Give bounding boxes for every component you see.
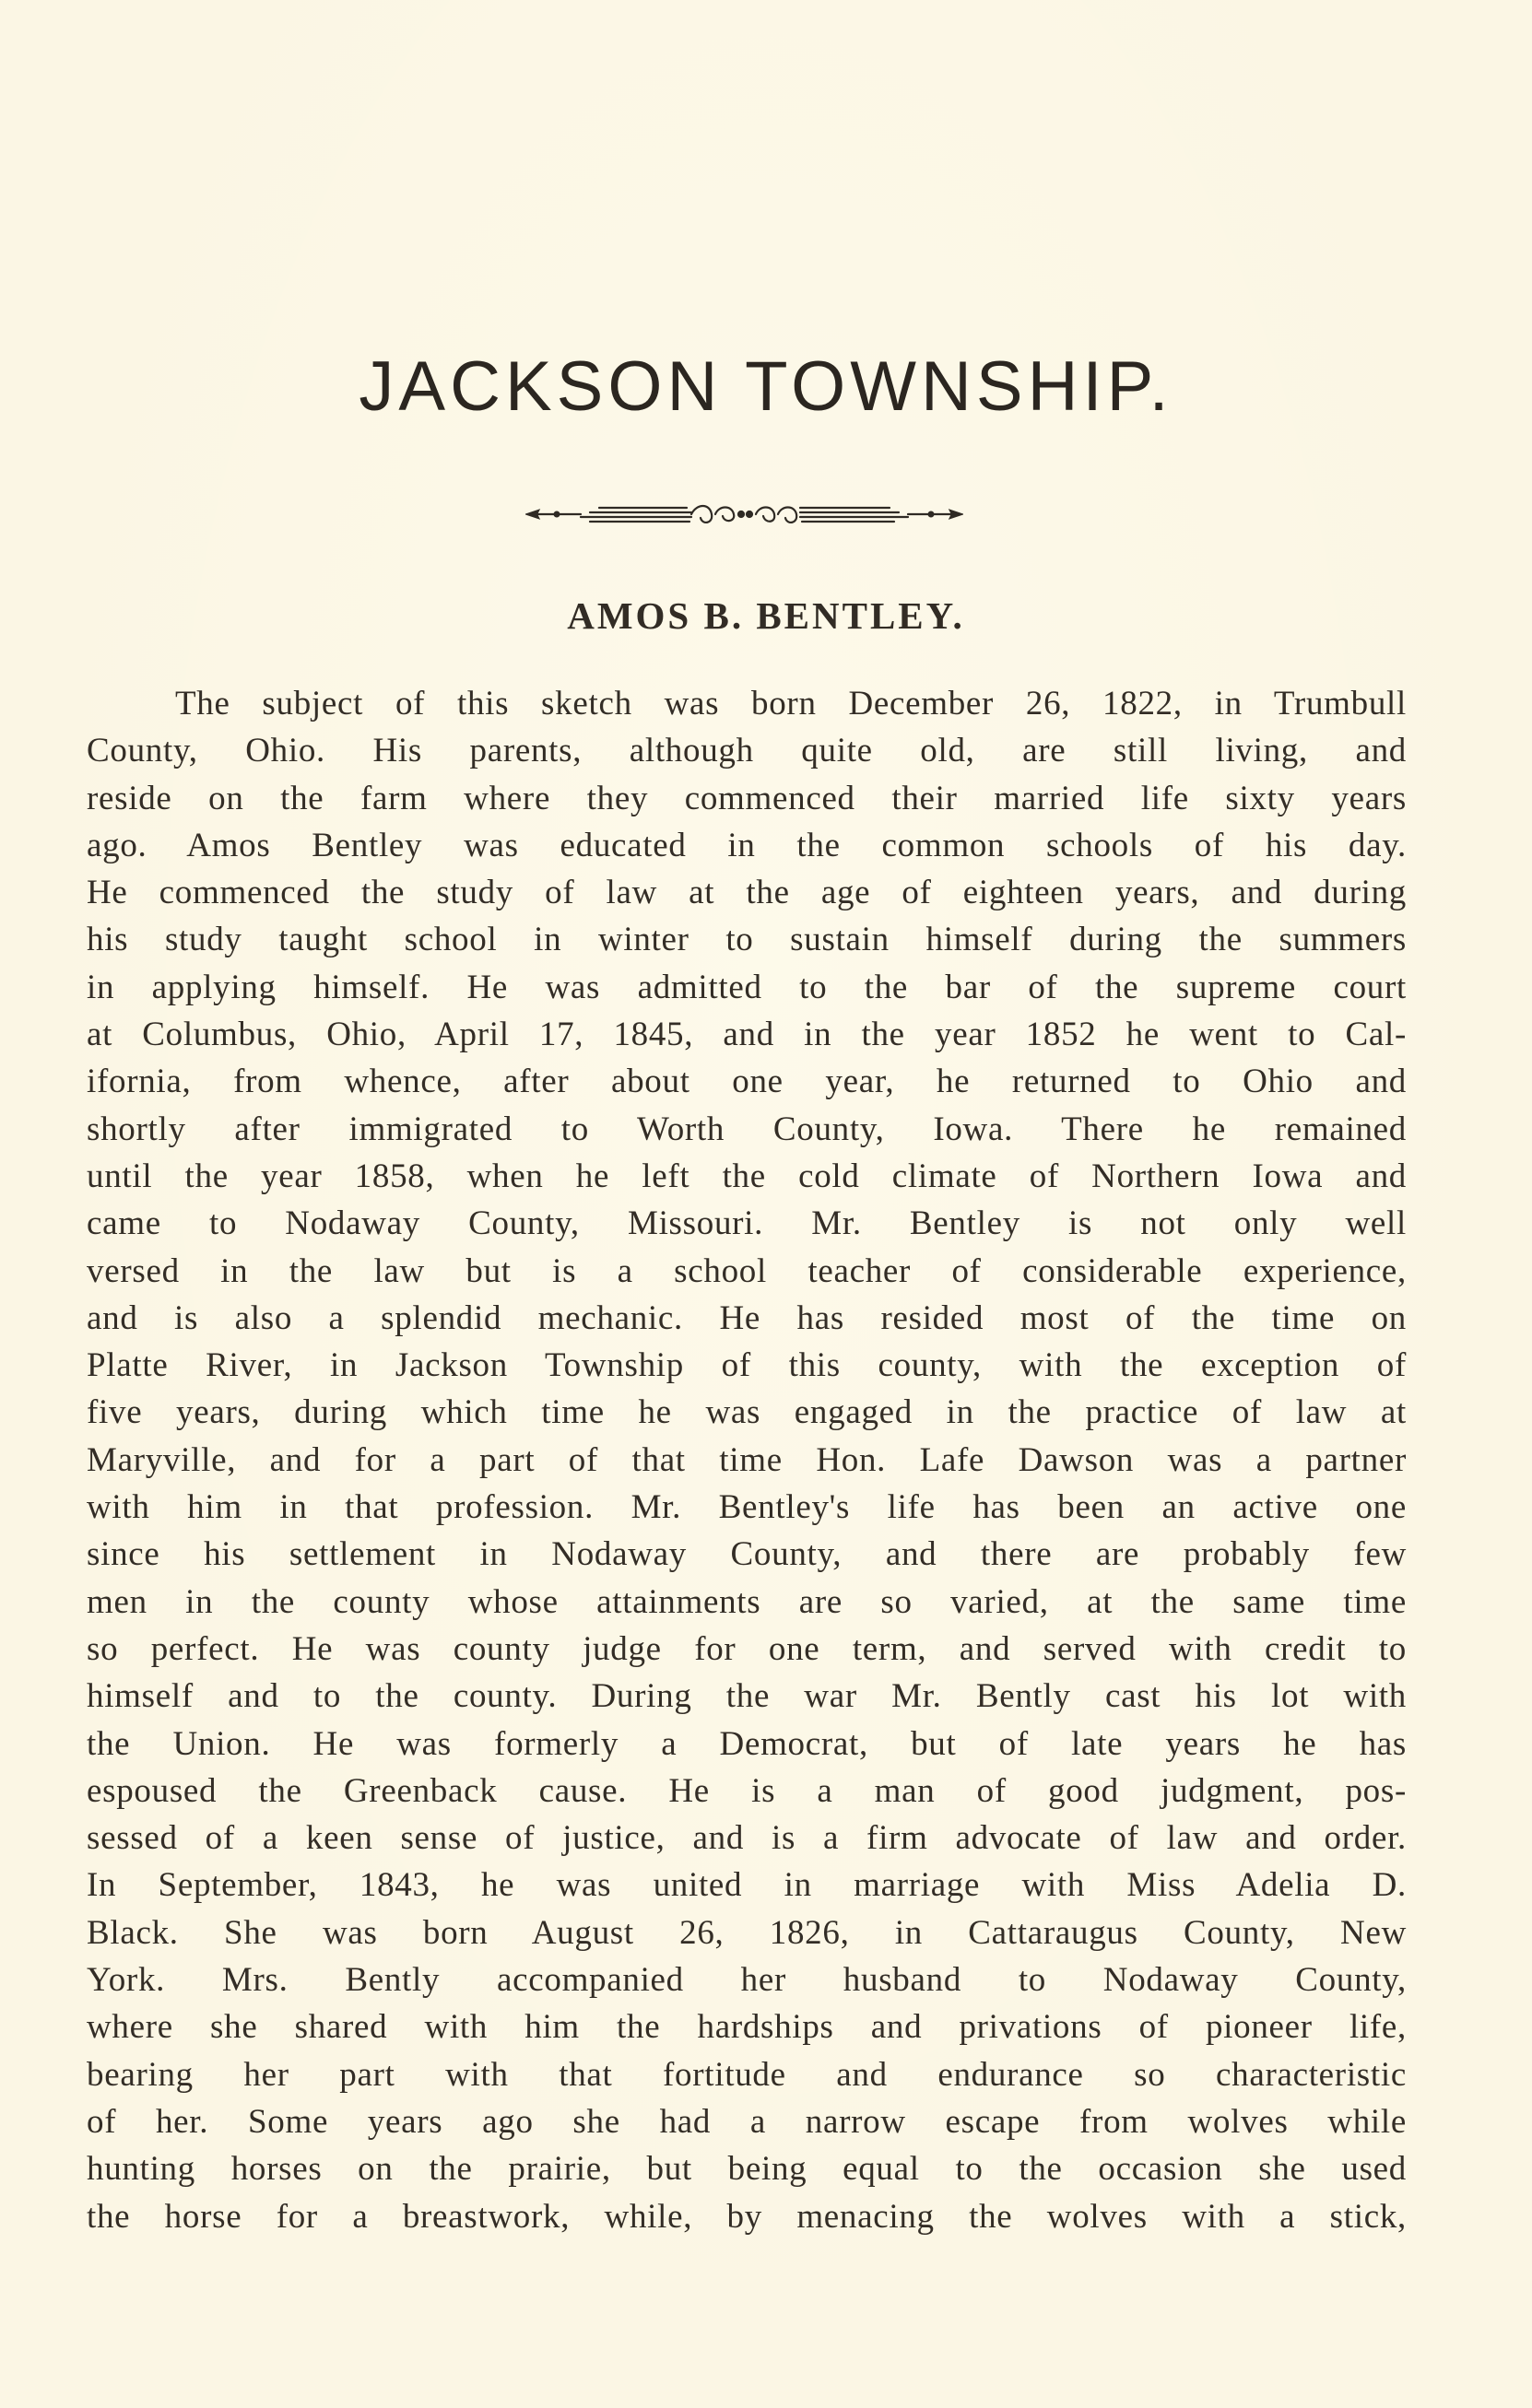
section-heading: AMOS B. BENTLEY. (567, 594, 965, 637)
paragraph-line: of her. Some years ago she had a narrow escape from wolves while (87, 2102, 1407, 2141)
paragraph-line: bearing her part with that fortitude and endurance so characteristic (87, 2055, 1407, 2094)
paragraph-line: hunting horses on the prairie, but being equal to the occasion she used (87, 2150, 1407, 2189)
paragraph-line: Maryville, and for a part of that time Hon. Lafe Dawson was a partner (87, 1440, 1407, 1479)
paragraph-line: reside on the farm where they commenced their married life sixty years (87, 779, 1407, 817)
paragraph-line: versed in the law but is a school teacher of considerable experience, (87, 1251, 1407, 1290)
paragraph-line: ago. Amos Bentley was educated in the common schools of his day. (87, 826, 1407, 864)
paragraph-line: espoused the Greenback cause. He is a man of good judgment, pos- (87, 1771, 1407, 1810)
page-title: JACKSON TOWNSHIP. (359, 347, 1173, 426)
paragraph-line: the Union. He was formerly a Democrat, but of late years he has (87, 1724, 1407, 1763)
paragraph-line: where she shared with him the hardships and privations of pioneer life, (87, 2008, 1407, 2047)
paragraph-line: five years, during which time he was engaged in the practice of law at (87, 1393, 1407, 1432)
paragraph-line: and is also a splendid mechanic. He has resided most of the time on (87, 1298, 1407, 1337)
paragraph-line: shortly after immigrated to Worth County, Iowa. There he remained (87, 1110, 1407, 1148)
paragraph-line: in applying himself. He was admitted to the bar of the supreme court (87, 968, 1407, 1006)
paragraph-line: since his settlement in Nodaway County, and there are probably few (87, 1535, 1407, 1574)
decorative-divider-icon (525, 494, 963, 534)
paragraph-line: sessed of a keen sense of justice, and is a firm advocate of law and order. (87, 1819, 1407, 1858)
body-paragraph (87, 680, 1407, 2240)
paragraph-line: until the year 1858, when he left the cold climate of Northern Iowa and (87, 1157, 1407, 1195)
paragraph-line: York. Mrs. Bently accompanied her husband to Nodaway County, (87, 1961, 1407, 2000)
paragraph-line: Black. She was born August 26, 1826, in Cattaraugus County, New (87, 1913, 1407, 1952)
paragraph-line: his study taught school in winter to sustain himself during the summers (87, 921, 1407, 959)
paragraph-line: ifornia, from whence, after about one year, he returned to Ohio and (87, 1063, 1407, 1101)
paragraph-line: men in the county whose attainments are so varied, at the same time (87, 1582, 1407, 1621)
paragraph-line: In September, 1843, he was united in marriage with Miss Adelia D. (87, 1866, 1407, 1905)
paragraph-line: at Columbus, Ohio, April 17, 1845, and in the year 1852 he went to Cal- (87, 1016, 1407, 1054)
paragraph-line: so perfect. He was county judge for one term, and served with credit to (87, 1629, 1407, 1668)
paragraph-line: County, Ohio. His parents, although quite old, are still living, and (87, 732, 1407, 770)
paragraph-line: himself and to the county. During the war Mr. Bently cast his lot with (87, 1677, 1407, 1716)
paragraph-line: with him in that profession. Mr. Bentley's life has been an active one (87, 1488, 1407, 1527)
paragraph-line: The subject of this sketch was born December 26, 1822, in Trumbull (175, 685, 1407, 722)
paragraph-line: Platte River, in Jackson Township of this county, with the exception of (87, 1346, 1407, 1385)
paragraph-line: He commenced the study of law at the age of eighteen years, and during (87, 874, 1407, 912)
paragraph-line: came to Nodaway County, Missouri. Mr. Bentley is not only well (87, 1204, 1407, 1243)
paragraph-line: the horse for a breastwork, while, by menacing the wolves with a stick, (87, 2197, 1407, 2236)
